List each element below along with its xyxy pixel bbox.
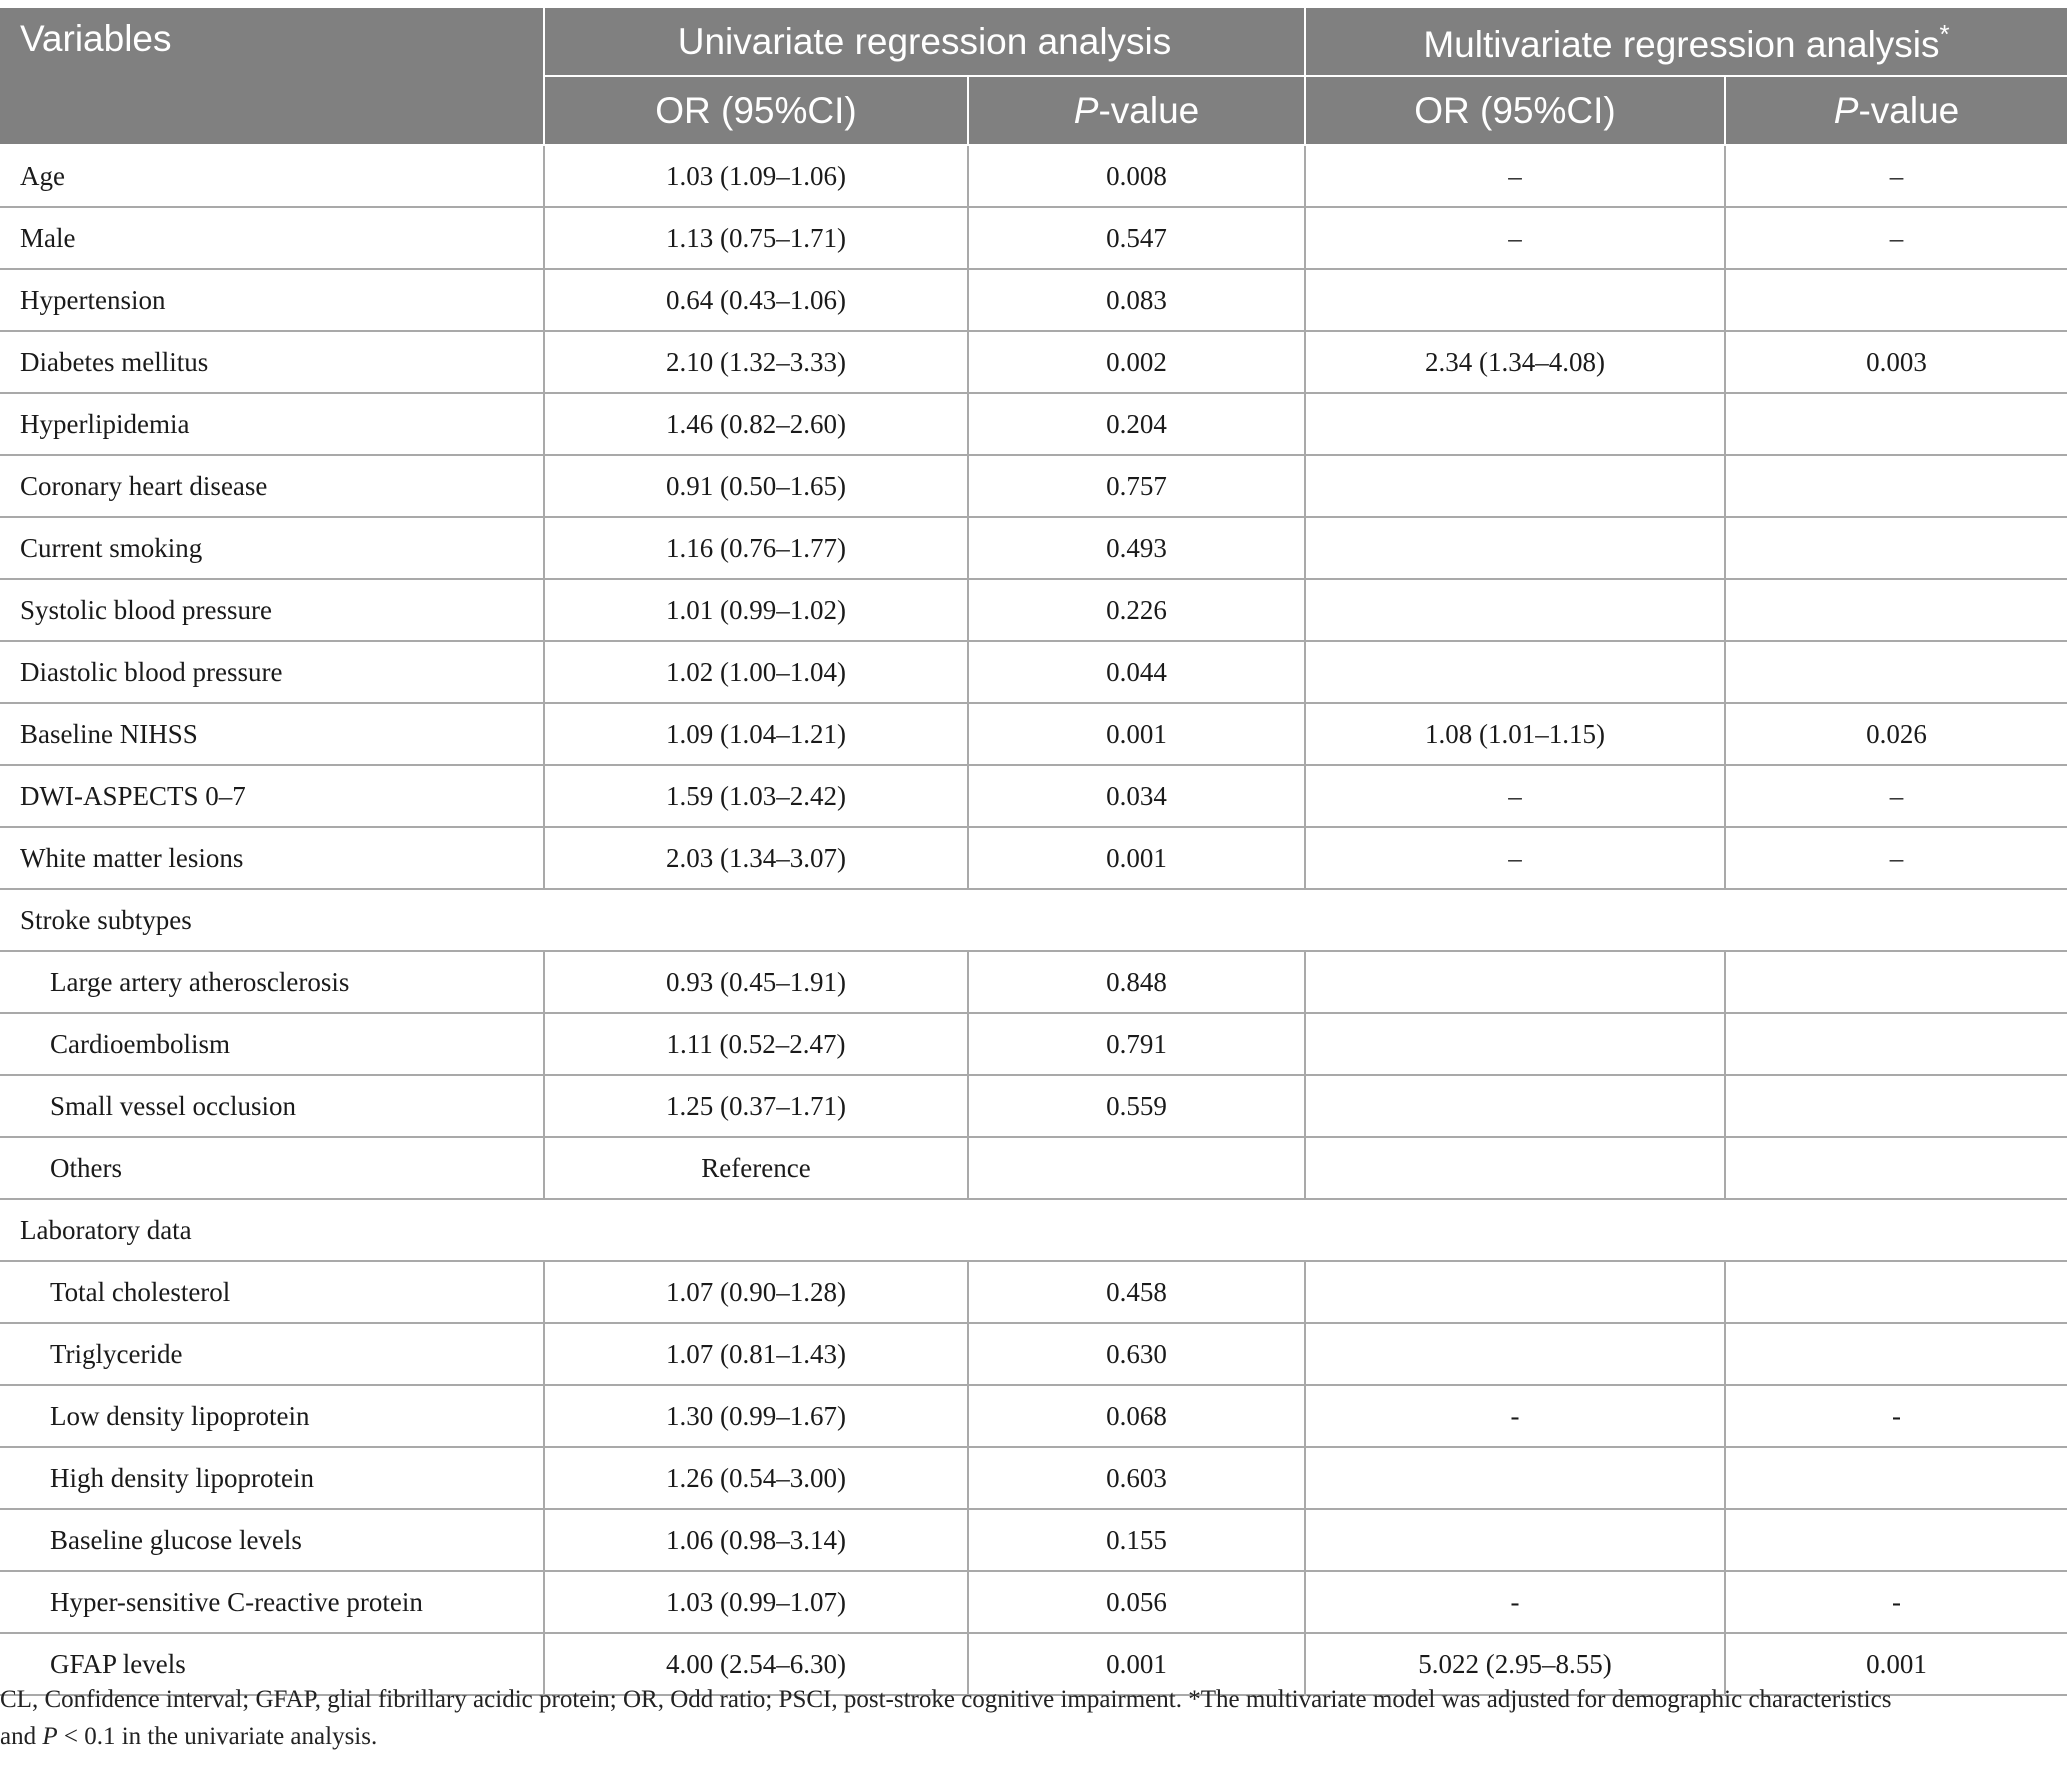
cell-multivariate-p (1725, 1447, 2067, 1509)
header-multi-p-italic: P (1833, 90, 1859, 131)
footnote-line2-italic: P (42, 1723, 58, 1750)
cell-multivariate-p (1725, 455, 2067, 517)
header-uni-p-suffix: -value (1098, 90, 1200, 131)
table-row (0, 765, 2067, 827)
cell-variable: White matter lesions (0, 827, 544, 889)
cell-univariate-or: 1.03 (0.99–1.07) (544, 1571, 968, 1633)
cell-variable: Large artery atherosclerosis (0, 951, 544, 1013)
cell-univariate-p: 0.001 (968, 1633, 1305, 1695)
cell-multivariate-or (1305, 1447, 1725, 1509)
cell-multivariate-p (1725, 393, 2067, 455)
cell-multivariate-or: – (1305, 145, 1725, 207)
cell-multivariate-or (1305, 1075, 1725, 1137)
cell-univariate-or: 1.01 (0.99–1.02) (544, 579, 968, 641)
cell-univariate-or: 1.30 (0.99–1.67) (544, 1385, 968, 1447)
table-header (0, 8, 2067, 145)
cell-univariate-p: 0.493 (968, 517, 1305, 579)
cell-multivariate-p (1725, 1323, 2067, 1385)
cell-univariate-p: 0.204 (968, 393, 1305, 455)
cell-multivariate-p: - (1725, 1385, 2067, 1447)
cell-univariate-p: 0.083 (968, 269, 1305, 331)
cell-variable: DWI-ASPECTS 0–7 (0, 765, 544, 827)
table-row (0, 145, 2067, 207)
header-uni-or: OR (95%CI) (544, 76, 968, 145)
header-multivariate-mark: * (1939, 18, 1950, 49)
cell-multivariate-or: – (1305, 765, 1725, 827)
cell-multivariate-p (1725, 1075, 2067, 1137)
table-row (0, 1385, 2067, 1447)
cell-multivariate-p: - (1725, 1571, 2067, 1633)
cell-multivariate-or (1305, 393, 1725, 455)
cell-multivariate-p (1725, 641, 2067, 703)
cell-variable: Hypertension (0, 269, 544, 331)
cell-multivariate-p (1725, 1261, 2067, 1323)
cell-variable: Others (0, 1137, 544, 1199)
footnote-line2-pre: and (0, 1723, 43, 1750)
cell-multivariate-p: – (1725, 827, 2067, 889)
cell-multivariate-or: – (1305, 207, 1725, 269)
group-label: Laboratory data (0, 1199, 2067, 1261)
table-row (0, 455, 2067, 517)
cell-univariate-p: 0.848 (968, 951, 1305, 1013)
cell-variable: Coronary heart disease (0, 455, 544, 517)
cell-multivariate-p (1725, 269, 2067, 331)
header-multivariate-text: Multivariate regression analysis (1423, 23, 1940, 65)
cell-variable: Baseline glucose levels (0, 1509, 544, 1571)
cell-variable: Cardioembolism (0, 1013, 544, 1075)
cell-multivariate-or (1305, 951, 1725, 1013)
cell-univariate-or: 0.91 (0.50–1.65) (544, 455, 968, 517)
table-footnote (0, 1681, 2040, 1755)
cell-univariate-p: 0.547 (968, 207, 1305, 269)
cell-univariate-or: Reference (544, 1137, 968, 1199)
cell-univariate-p: 0.757 (968, 455, 1305, 517)
table-row (0, 1447, 2067, 1509)
cell-multivariate-or (1305, 641, 1725, 703)
header-multivariate (1305, 8, 2067, 76)
cell-univariate-p (968, 1137, 1305, 1199)
header-uni-p (968, 76, 1305, 145)
cell-variable: Low density lipoprotein (0, 1385, 544, 1447)
cell-univariate-p: 0.226 (968, 579, 1305, 641)
header-variables: Variables (0, 8, 544, 145)
cell-univariate-p: 0.008 (968, 145, 1305, 207)
cell-univariate-p: 0.791 (968, 1013, 1305, 1075)
cell-multivariate-p: – (1725, 207, 2067, 269)
table-row (0, 517, 2067, 579)
table-row (0, 951, 2067, 1013)
table-row (0, 393, 2067, 455)
cell-multivariate-p: – (1725, 145, 2067, 207)
header-univariate: Univariate regression analysis (544, 8, 1305, 76)
cell-univariate-or: 0.64 (0.43–1.06) (544, 269, 968, 331)
cell-multivariate-p: 0.026 (1725, 703, 2067, 765)
cell-variable: Diabetes mellitus (0, 331, 544, 393)
cell-univariate-or: 1.11 (0.52–2.47) (544, 1013, 968, 1075)
cell-univariate-p: 0.002 (968, 331, 1305, 393)
cell-univariate-p: 0.034 (968, 765, 1305, 827)
cell-multivariate-or: 1.08 (1.01–1.15) (1305, 703, 1725, 765)
cell-multivariate-or (1305, 1013, 1725, 1075)
cell-variable: Diastolic blood pressure (0, 641, 544, 703)
cell-univariate-or: 1.59 (1.03–2.42) (544, 765, 968, 827)
cell-univariate-or: 1.06 (0.98–3.14) (544, 1509, 968, 1571)
cell-multivariate-or: - (1305, 1571, 1725, 1633)
cell-multivariate-or (1305, 1323, 1725, 1385)
cell-univariate-or: 1.13 (0.75–1.71) (544, 207, 968, 269)
cell-univariate-or: 1.46 (0.82–2.60) (544, 393, 968, 455)
cell-multivariate-p: – (1725, 765, 2067, 827)
cell-multivariate-or: 2.34 (1.34–4.08) (1305, 331, 1725, 393)
cell-multivariate-p: 0.003 (1725, 331, 2067, 393)
table-row (0, 827, 2067, 889)
cell-univariate-p: 0.001 (968, 703, 1305, 765)
cell-multivariate-or (1305, 517, 1725, 579)
cell-univariate-p: 0.068 (968, 1385, 1305, 1447)
cell-univariate-or: 1.03 (1.09–1.06) (544, 145, 968, 207)
cell-univariate-or: 1.07 (0.81–1.43) (544, 1323, 968, 1385)
cell-multivariate-or (1305, 1261, 1725, 1323)
cell-variable: Hyper-sensitive C-reactive protein (0, 1571, 544, 1633)
footnote-line2-post: < 0.1 in the univariate analysis. (57, 1723, 378, 1750)
table-row (0, 207, 2067, 269)
cell-variable: Total cholesterol (0, 1261, 544, 1323)
cell-multivariate-or (1305, 269, 1725, 331)
cell-univariate-or: 1.25 (0.37–1.71) (544, 1075, 968, 1137)
cell-variable: Hyperlipidemia (0, 393, 544, 455)
header-multi-p (1725, 76, 2067, 145)
cell-multivariate-p: 0.001 (1725, 1633, 2067, 1695)
cell-univariate-or: 1.16 (0.76–1.77) (544, 517, 968, 579)
table-row (0, 269, 2067, 331)
table-group-row (0, 889, 2067, 951)
header-multi-p-suffix: -value (1858, 90, 1960, 131)
cell-univariate-or: 2.10 (1.32–3.33) (544, 331, 968, 393)
cell-univariate-p: 0.559 (968, 1075, 1305, 1137)
table-row (0, 331, 2067, 393)
group-label: Stroke subtypes (0, 889, 2067, 951)
cell-multivariate-or: - (1305, 1385, 1725, 1447)
cell-multivariate-p (1725, 951, 2067, 1013)
cell-variable: Systolic blood pressure (0, 579, 544, 641)
cell-univariate-p: 0.458 (968, 1261, 1305, 1323)
table-group-row (0, 1199, 2067, 1261)
cell-multivariate-or: 5.022 (2.95–8.55) (1305, 1633, 1725, 1695)
table-row (0, 703, 2067, 765)
cell-variable: Small vessel occlusion (0, 1075, 544, 1137)
cell-multivariate-p (1725, 579, 2067, 641)
cell-multivariate-p (1725, 517, 2067, 579)
cell-univariate-p: 0.603 (968, 1447, 1305, 1509)
cell-univariate-or: 1.26 (0.54–3.00) (544, 1447, 968, 1509)
cell-univariate-or: 4.00 (2.54–6.30) (544, 1633, 968, 1695)
cell-variable: Age (0, 145, 544, 207)
header-uni-p-italic: P (1073, 90, 1099, 131)
table-body (0, 145, 2067, 1695)
cell-variable: Current smoking (0, 517, 544, 579)
cell-univariate-or: 1.09 (1.04–1.21) (544, 703, 968, 765)
table-row (0, 1509, 2067, 1571)
table-row (0, 579, 2067, 641)
regression-table (0, 8, 2067, 1696)
cell-multivariate-or (1305, 1137, 1725, 1199)
cell-multivariate-p (1725, 1137, 2067, 1199)
cell-multivariate-or (1305, 579, 1725, 641)
table-container (0, 8, 2067, 1696)
table-row (0, 1013, 2067, 1075)
header-row-top (0, 8, 2067, 76)
cell-univariate-p: 0.056 (968, 1571, 1305, 1633)
table-row (0, 1323, 2067, 1385)
cell-univariate-p: 0.155 (968, 1509, 1305, 1571)
table-row (0, 1261, 2067, 1323)
cell-variable: Baseline NIHSS (0, 703, 544, 765)
table-row (0, 641, 2067, 703)
table-row (0, 1075, 2067, 1137)
cell-multivariate-p (1725, 1013, 2067, 1075)
cell-multivariate-p (1725, 1509, 2067, 1571)
table-row (0, 1571, 2067, 1633)
cell-univariate-p: 0.630 (968, 1323, 1305, 1385)
cell-univariate-or: 1.07 (0.90–1.28) (544, 1261, 968, 1323)
cell-univariate-p: 0.001 (968, 827, 1305, 889)
cell-multivariate-or (1305, 1509, 1725, 1571)
cell-multivariate-or (1305, 455, 1725, 517)
cell-multivariate-or: – (1305, 827, 1725, 889)
cell-variable: High density lipoprotein (0, 1447, 544, 1509)
table-row (0, 1137, 2067, 1199)
cell-univariate-or: 2.03 (1.34–3.07) (544, 827, 968, 889)
cell-variable: Triglyceride (0, 1323, 544, 1385)
cell-variable: GFAP levels (0, 1633, 544, 1695)
cell-univariate-or: 0.93 (0.45–1.91) (544, 951, 968, 1013)
footnote-line1: CL, Confidence interval; GFAP, glial fibrillary acidic protein; OR, Odd ratio; PSCI, post-stroke cognitive impairment. *The multivariate model was adjusted for demographic characteristics (0, 1686, 1892, 1713)
cell-univariate-p: 0.044 (968, 641, 1305, 703)
header-multi-or: OR (95%CI) (1305, 76, 1725, 145)
cell-univariate-or: 1.02 (1.00–1.04) (544, 641, 968, 703)
cell-variable: Male (0, 207, 544, 269)
